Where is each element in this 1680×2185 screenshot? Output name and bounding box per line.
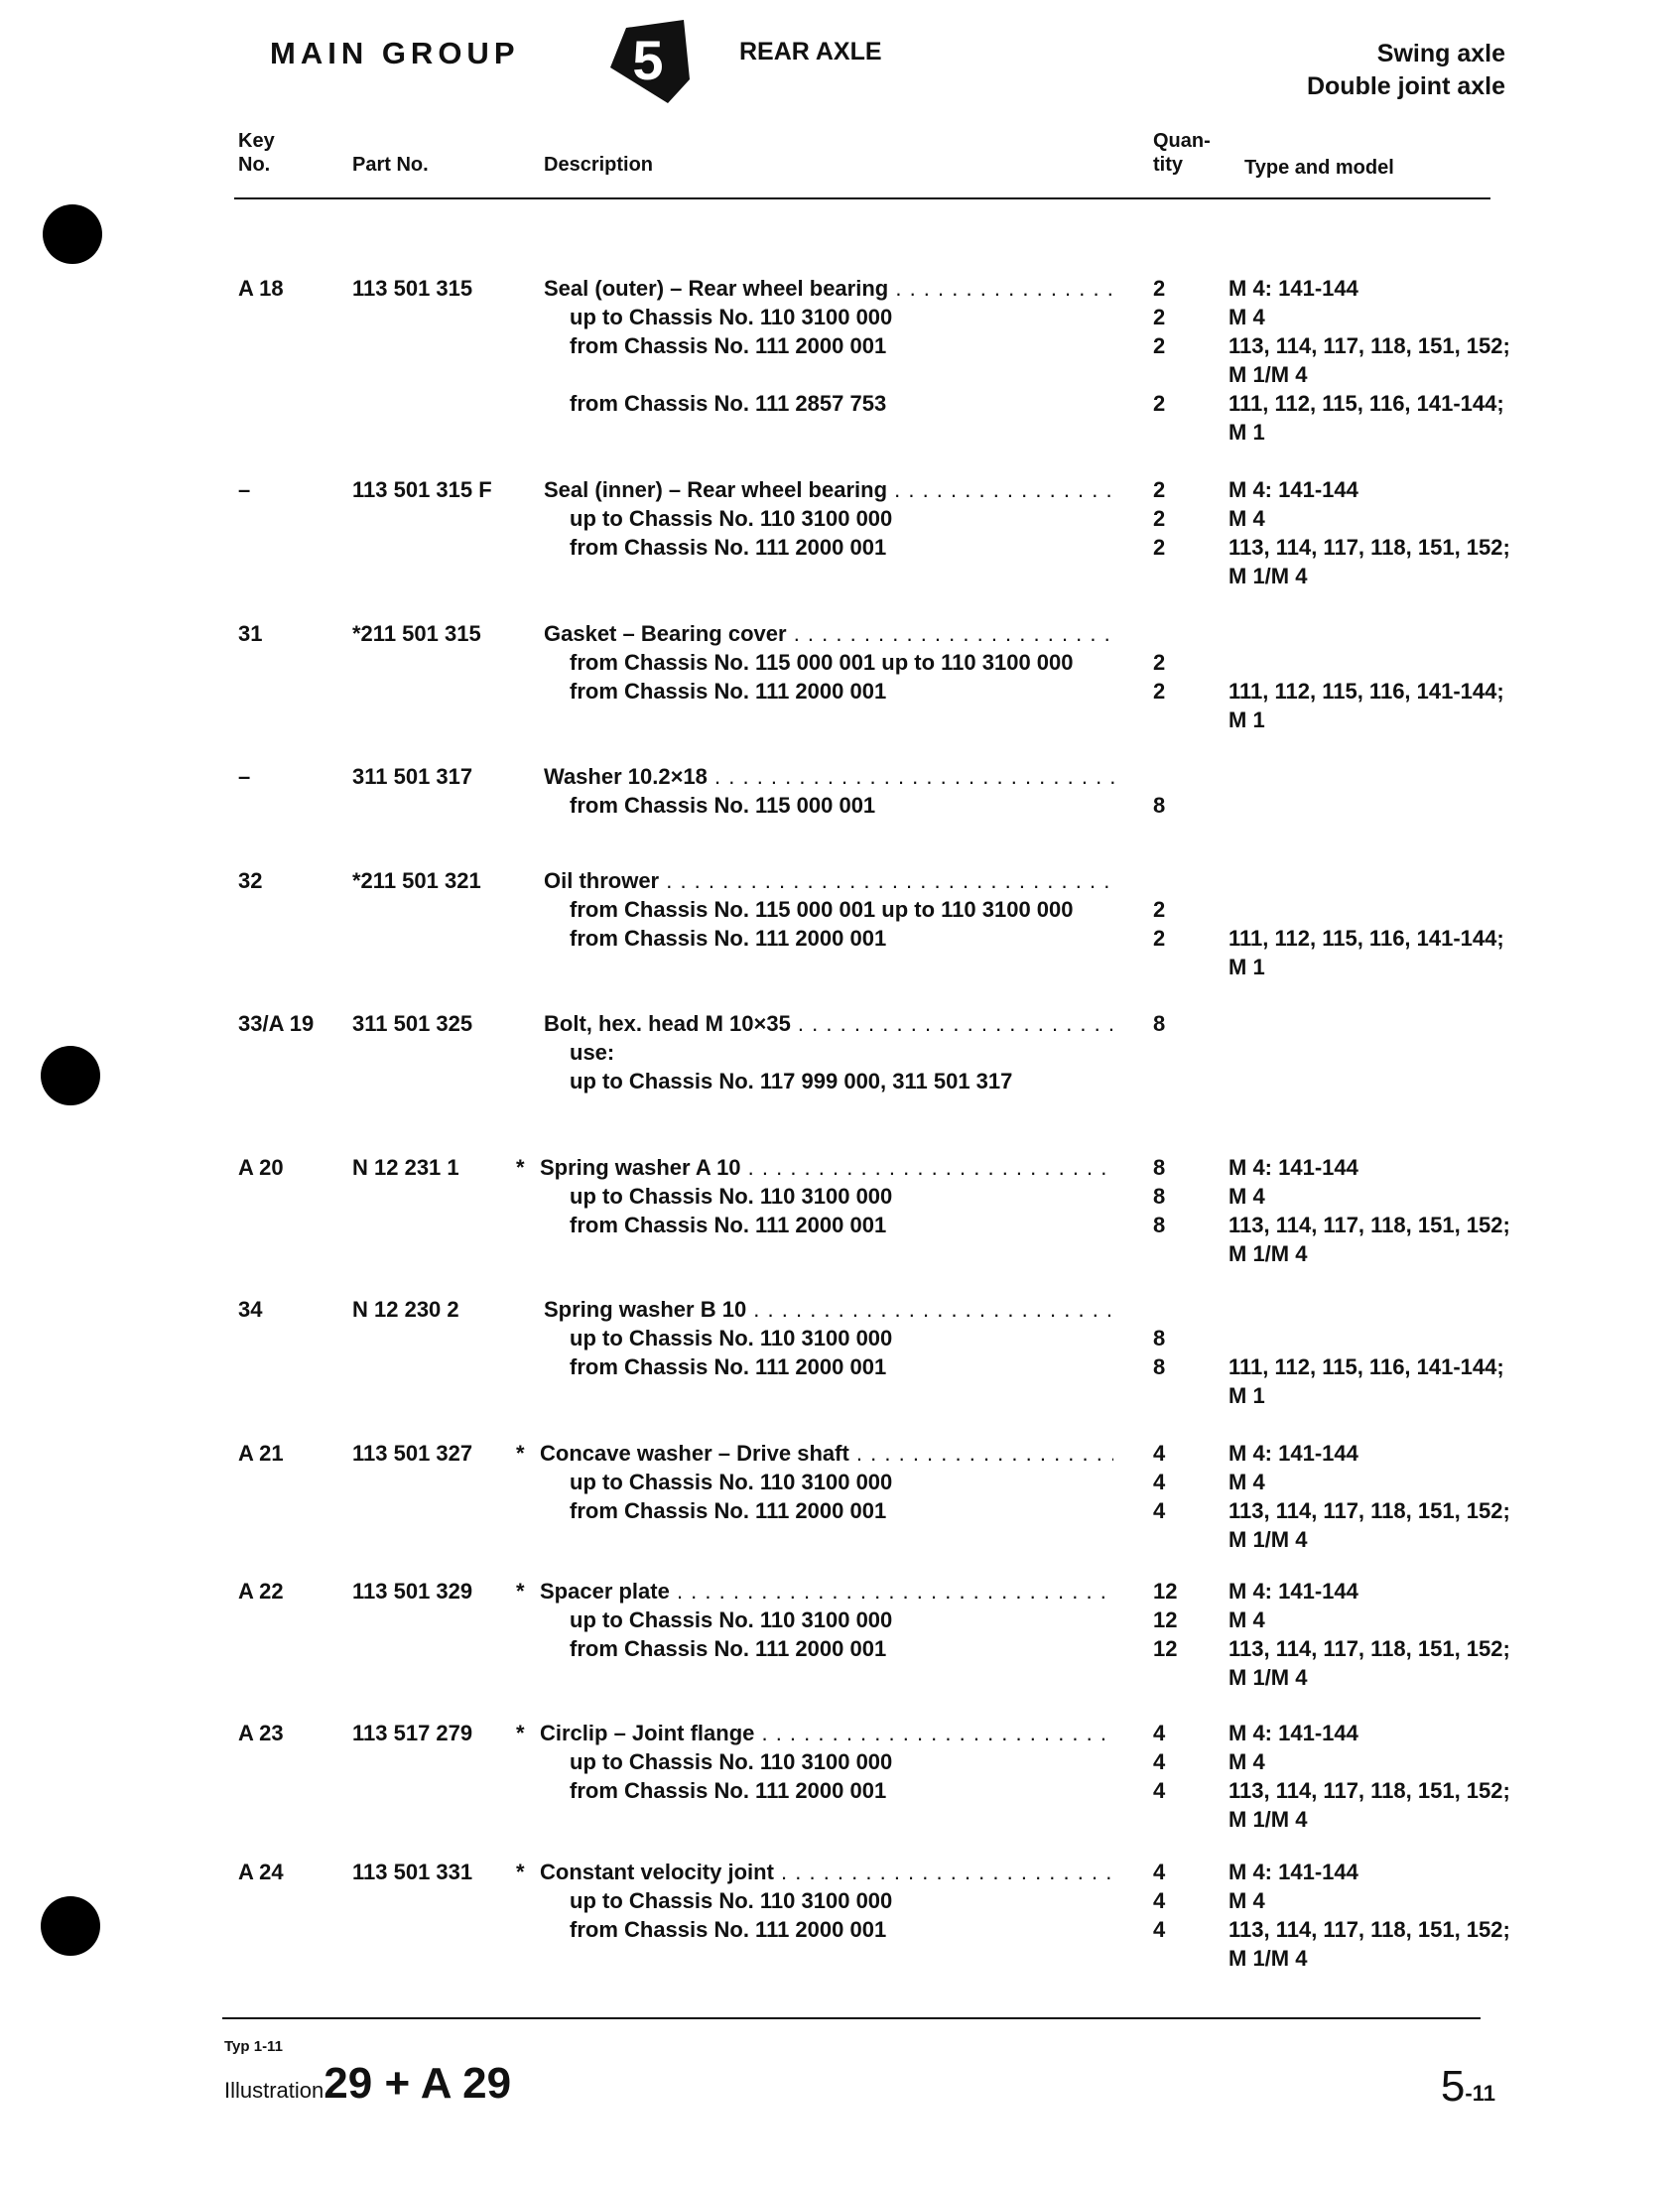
line-text: use:: [570, 1040, 615, 1065]
type-model: M 4: [1228, 1749, 1265, 1774]
type-reference: Typ 1-11: [224, 2038, 283, 2055]
page-number: [1441, 2062, 1495, 2112]
part-description: [544, 866, 1117, 895]
line-text: Seal (inner) – Rear wheel bearing: [544, 477, 888, 502]
quantity: 2: [1153, 506, 1166, 531]
part-number: 311 501 325: [352, 1011, 473, 1036]
part-description: [544, 762, 1117, 791]
quantity: 8: [1153, 1155, 1166, 1180]
type-model: M 1/M 4: [1228, 1241, 1308, 1266]
type-model: 111, 112, 115, 116, 141-144;: [1228, 1354, 1504, 1379]
entry-line: [0, 533, 1680, 562]
entry-line: [0, 1496, 1680, 1525]
chassis-range: [570, 1496, 1143, 1525]
type-model: 113, 114, 117, 118, 151, 152;: [1228, 1498, 1510, 1523]
line-text: up to Chassis No. 110 3100 000: [570, 1607, 893, 1632]
entry-line: [0, 1606, 1680, 1634]
quantity: 12: [1153, 1636, 1178, 1661]
type-model: 113, 114, 117, 118, 151, 152;: [1228, 1917, 1510, 1942]
quantity: 4: [1153, 1470, 1166, 1494]
key-number: A 22: [238, 1579, 284, 1604]
entry-line: [0, 1886, 1680, 1915]
line-text: from Chassis No. 111 2000 001: [570, 333, 887, 358]
type-model: M 4: 141-144: [1228, 1579, 1358, 1604]
type-model: M 1: [1228, 955, 1265, 979]
line-text: Oil thrower: [544, 868, 660, 893]
type-model: M 1/M 4: [1228, 1527, 1308, 1552]
entry-line: [0, 1381, 1680, 1410]
axle-type-line2: Double joint axle: [1306, 72, 1505, 100]
type-model: 113, 114, 117, 118, 151, 152;: [1228, 1636, 1510, 1661]
quantity: 8: [1153, 1354, 1166, 1379]
entry-line: [0, 1776, 1680, 1805]
footer-rule: [222, 2017, 1481, 2019]
line-text: up to Chassis No. 110 3100 000: [570, 1184, 893, 1209]
entry-line: [0, 1352, 1680, 1381]
axle-type-line1: Swing axle: [1376, 40, 1505, 67]
type-model: M 4: 141-144: [1228, 1721, 1358, 1745]
entry-line: [0, 303, 1680, 331]
line-text: from Chassis No. 111 2000 001: [570, 1917, 887, 1942]
part-number: *211 501 315: [352, 621, 481, 646]
entry-line: [0, 1915, 1680, 1944]
column-description: Description: [544, 154, 654, 176]
chassis-range: [570, 1352, 1143, 1381]
line-text: from Chassis No. 111 2000 001: [570, 1213, 887, 1237]
line-text: from Chassis No. 111 2000 001: [570, 926, 887, 951]
type-model: M 4: [1228, 1607, 1265, 1632]
entry-line: [0, 953, 1680, 981]
type-model: M 4: 141-144: [1228, 1155, 1358, 1180]
type-model: M 4: 141-144: [1228, 477, 1358, 502]
entry-line: [0, 1577, 1680, 1606]
type-model: M 1: [1228, 420, 1265, 445]
asterisk-marker: *: [516, 1155, 525, 1180]
line-text: up to Chassis No. 110 3100 000: [570, 1470, 893, 1494]
chassis-range: [570, 504, 1143, 533]
key-number: 33/A 19: [238, 1011, 315, 1036]
key-number: A 21: [238, 1441, 284, 1466]
entry-line: [0, 648, 1680, 677]
entry-line: [0, 1944, 1680, 1973]
line-text: Washer 10.2×18: [544, 764, 708, 789]
chassis-range: [570, 303, 1143, 331]
entry-line: [0, 677, 1680, 706]
type-model: 111, 112, 115, 116, 141-144;: [1228, 391, 1504, 416]
quantity: 2: [1153, 333, 1166, 358]
main-group-title: MAIN GROUP: [270, 36, 520, 70]
line-text: from Chassis No. 111 2000 001: [570, 1354, 887, 1379]
part-description: [544, 274, 1117, 303]
entry-line: [0, 1719, 1680, 1747]
entry-line: [0, 331, 1680, 360]
entry-line: [0, 706, 1680, 734]
part-description: [540, 1439, 1113, 1468]
line-text: from Chassis No. 115 000 001 up to 110 3100 000: [570, 897, 1074, 922]
line-text: Concave washer – Drive shaft: [540, 1441, 849, 1466]
chassis-range: [570, 895, 1143, 924]
chassis-range: [570, 1606, 1143, 1634]
entry-line: [0, 1439, 1680, 1468]
entry-line: [0, 1295, 1680, 1324]
line-text: up to Chassis No. 110 3100 000: [570, 506, 893, 531]
key-number: 34: [238, 1297, 263, 1322]
quantity: 4: [1153, 1860, 1166, 1884]
group-number-badge: [606, 20, 692, 103]
column-quantity: Quan- tity: [1153, 130, 1211, 176]
line-text: Spacer plate: [540, 1579, 670, 1604]
line-text: Circlip – Joint flange: [540, 1721, 755, 1745]
quantity: 2: [1153, 391, 1166, 416]
line-text: from Chassis No. 111 2000 001: [570, 679, 887, 704]
type-model: M 4: [1228, 1184, 1265, 1209]
part-number: N 12 231 1: [352, 1155, 459, 1180]
line-text: from Chassis No. 111 2000 001: [570, 1636, 887, 1661]
chassis-range: [570, 389, 1143, 418]
quantity: 2: [1153, 477, 1166, 502]
quantity: 2: [1153, 897, 1166, 922]
type-model: M 4: [1228, 1888, 1265, 1913]
group-name: REAR AXLE: [739, 38, 882, 65]
quantity: 4: [1153, 1749, 1166, 1774]
part-description: [540, 1153, 1113, 1182]
entry-line: [0, 1468, 1680, 1496]
asterisk-marker: *: [516, 1860, 525, 1884]
line-text: Spring washer B 10: [544, 1297, 747, 1322]
line-text: up to Chassis No. 110 3100 000: [570, 305, 893, 329]
type-model: M 1: [1228, 1383, 1265, 1408]
chassis-range: [570, 1776, 1143, 1805]
page-number-sub: -11: [1465, 2081, 1495, 2106]
quantity: 4: [1153, 1778, 1166, 1803]
type-model: M 4: 141-144: [1228, 1441, 1358, 1466]
chassis-range: [570, 677, 1143, 706]
type-model: 113, 114, 117, 118, 151, 152;: [1228, 1213, 1510, 1237]
punch-hole: [43, 204, 102, 264]
entry-line: [0, 1663, 1680, 1692]
asterisk-marker: *: [516, 1721, 525, 1745]
entry-line: [0, 619, 1680, 648]
key-number: –: [238, 477, 251, 502]
line-text: from Chassis No. 111 2000 001: [570, 1778, 887, 1803]
chassis-range: [570, 1468, 1143, 1496]
illustration-label: Illustration: [224, 2078, 324, 2103]
axle-type: [1307, 38, 1505, 103]
line-text: from Chassis No. 115 000 001 up to 110 3100 000: [570, 650, 1074, 675]
quantity: 8: [1153, 1011, 1166, 1036]
key-number: A 18: [238, 276, 284, 301]
chassis-range: [570, 1038, 1143, 1067]
line-text: from Chassis No. 111 2857 753: [570, 391, 887, 416]
part-number: *211 501 321: [352, 868, 481, 893]
type-model: 113, 114, 117, 118, 151, 152;: [1228, 1778, 1510, 1803]
asterisk-marker: *: [516, 1579, 525, 1604]
entry-line: [0, 1009, 1680, 1038]
quantity: 12: [1153, 1579, 1178, 1604]
part-description: [544, 475, 1117, 504]
entry-line: [0, 1182, 1680, 1211]
part-number: 113 501 315 F: [352, 477, 492, 502]
column-part-no: Part No.: [352, 154, 429, 176]
part-number: 113 517 279: [352, 1721, 473, 1745]
line-text: Constant velocity joint: [540, 1860, 774, 1884]
key-number: A 20: [238, 1155, 284, 1180]
part-description: [544, 1009, 1117, 1038]
part-description: [540, 1858, 1113, 1886]
line-text: Bolt, hex. head M 10×35: [544, 1011, 791, 1036]
part-description: [544, 619, 1117, 648]
type-model: M 1/M 4: [1228, 1665, 1308, 1690]
line-text: up to Chassis No. 110 3100 000: [570, 1326, 893, 1350]
quantity: 8: [1153, 793, 1166, 818]
entry-line: [0, 1211, 1680, 1239]
entry-line: [0, 1038, 1680, 1067]
header-rule: [234, 197, 1490, 199]
chassis-range: [570, 1067, 1143, 1095]
quantity: 2: [1153, 276, 1166, 301]
quantity: 2: [1153, 926, 1166, 951]
part-description: [544, 1295, 1117, 1324]
entry-line: [0, 924, 1680, 953]
entry-line: [0, 1239, 1680, 1268]
chassis-range: [570, 1211, 1143, 1239]
quantity: 4: [1153, 1498, 1166, 1523]
part-description: [540, 1577, 1113, 1606]
part-description: [540, 1719, 1113, 1747]
entry-line: [0, 1324, 1680, 1352]
part-number: N 12 230 2: [352, 1297, 459, 1322]
quantity: 8: [1153, 1326, 1166, 1350]
quantity: 4: [1153, 1441, 1166, 1466]
chassis-range: [570, 791, 1143, 820]
entry-line: [0, 389, 1680, 418]
type-model: M 4: [1228, 506, 1265, 531]
entry-line: [0, 562, 1680, 590]
asterisk-marker: *: [516, 1441, 525, 1466]
entry-line: [0, 475, 1680, 504]
entry-line: [0, 1067, 1680, 1095]
quantity: 2: [1153, 535, 1166, 560]
line-text: up to Chassis No. 110 3100 000: [570, 1749, 893, 1774]
line-text: Spring washer A 10: [540, 1155, 741, 1180]
quantity: 12: [1153, 1607, 1178, 1632]
type-model: M 1/M 4: [1228, 564, 1308, 588]
chassis-range: [570, 1634, 1143, 1663]
key-number: 31: [238, 621, 263, 646]
chassis-range: [570, 648, 1143, 677]
chassis-range: [570, 924, 1143, 953]
type-model: M 4: [1228, 305, 1265, 329]
type-model: 111, 112, 115, 116, 141-144;: [1228, 679, 1504, 704]
entry-line: [0, 1747, 1680, 1776]
type-model: M 1/M 4: [1228, 1946, 1308, 1971]
entry-line: [0, 791, 1680, 820]
chassis-range: [570, 1182, 1143, 1211]
entry-line: [0, 418, 1680, 447]
entry-line: [0, 762, 1680, 791]
type-model: 113, 114, 117, 118, 151, 152;: [1228, 333, 1510, 358]
quantity: 2: [1153, 679, 1166, 704]
chassis-range: [570, 1747, 1143, 1776]
line-text: from Chassis No. 115 000 001: [570, 793, 876, 818]
line-text: Seal (outer) – Rear wheel bearing: [544, 276, 889, 301]
page-number-main: 5: [1440, 2062, 1466, 2111]
type-model: 111, 112, 115, 116, 141-144;: [1228, 926, 1504, 951]
illustration-number: 29 + A 29: [323, 2059, 512, 2108]
key-number: A 24: [238, 1860, 284, 1884]
type-model: M 1/M 4: [1228, 362, 1308, 387]
illustration-reference: [224, 2059, 511, 2109]
part-number: 113 501 329: [352, 1579, 473, 1604]
entry-line: [0, 866, 1680, 895]
entry-line: [0, 1153, 1680, 1182]
type-model: M 4: 141-144: [1228, 276, 1358, 301]
entry-line: [0, 1858, 1680, 1886]
entry-line: [0, 1805, 1680, 1834]
part-number: 113 501 315: [352, 276, 473, 301]
quantity: 8: [1153, 1184, 1166, 1209]
quantity: 4: [1153, 1888, 1166, 1913]
line-text: Gasket – Bearing cover: [544, 621, 787, 646]
line-text: from Chassis No. 111 2000 001: [570, 535, 887, 560]
quantity: 2: [1153, 650, 1166, 675]
key-number: 32: [238, 868, 263, 893]
entry-line: [0, 360, 1680, 389]
type-model: M 1: [1228, 707, 1265, 732]
entry-line: [0, 895, 1680, 924]
type-model: M 1/M 4: [1228, 1807, 1308, 1832]
key-number: –: [238, 764, 251, 789]
chassis-range: [570, 533, 1143, 562]
column-key-no: Key No.: [238, 130, 275, 176]
part-number: 113 501 331: [352, 1860, 473, 1884]
line-text: up to Chassis No. 110 3100 000: [570, 1888, 893, 1913]
entry-line: [0, 274, 1680, 303]
chassis-range: [570, 1915, 1143, 1944]
column-type-model: Type and model: [1244, 157, 1394, 179]
quantity: 4: [1153, 1721, 1166, 1745]
chassis-range: [570, 331, 1143, 360]
entry-line: [0, 1634, 1680, 1663]
type-model: 113, 114, 117, 118, 151, 152;: [1228, 535, 1510, 560]
part-number: 311 501 317: [352, 764, 473, 789]
type-model: M 4: 141-144: [1228, 1860, 1358, 1884]
quantity: 2: [1153, 305, 1166, 329]
entry-line: [0, 504, 1680, 533]
chassis-range: [570, 1886, 1143, 1915]
type-model: M 4: [1228, 1470, 1265, 1494]
group-number: 5: [632, 29, 664, 91]
line-text: from Chassis No. 111 2000 001: [570, 1498, 887, 1523]
line-text: up to Chassis No. 117 999 000, 311 501 317: [570, 1069, 1013, 1093]
quantity: 8: [1153, 1213, 1166, 1237]
entry-line: [0, 1525, 1680, 1554]
part-number: 113 501 327: [352, 1441, 473, 1466]
key-number: A 23: [238, 1721, 284, 1745]
chassis-range: [570, 1324, 1143, 1352]
quantity: 4: [1153, 1917, 1166, 1942]
